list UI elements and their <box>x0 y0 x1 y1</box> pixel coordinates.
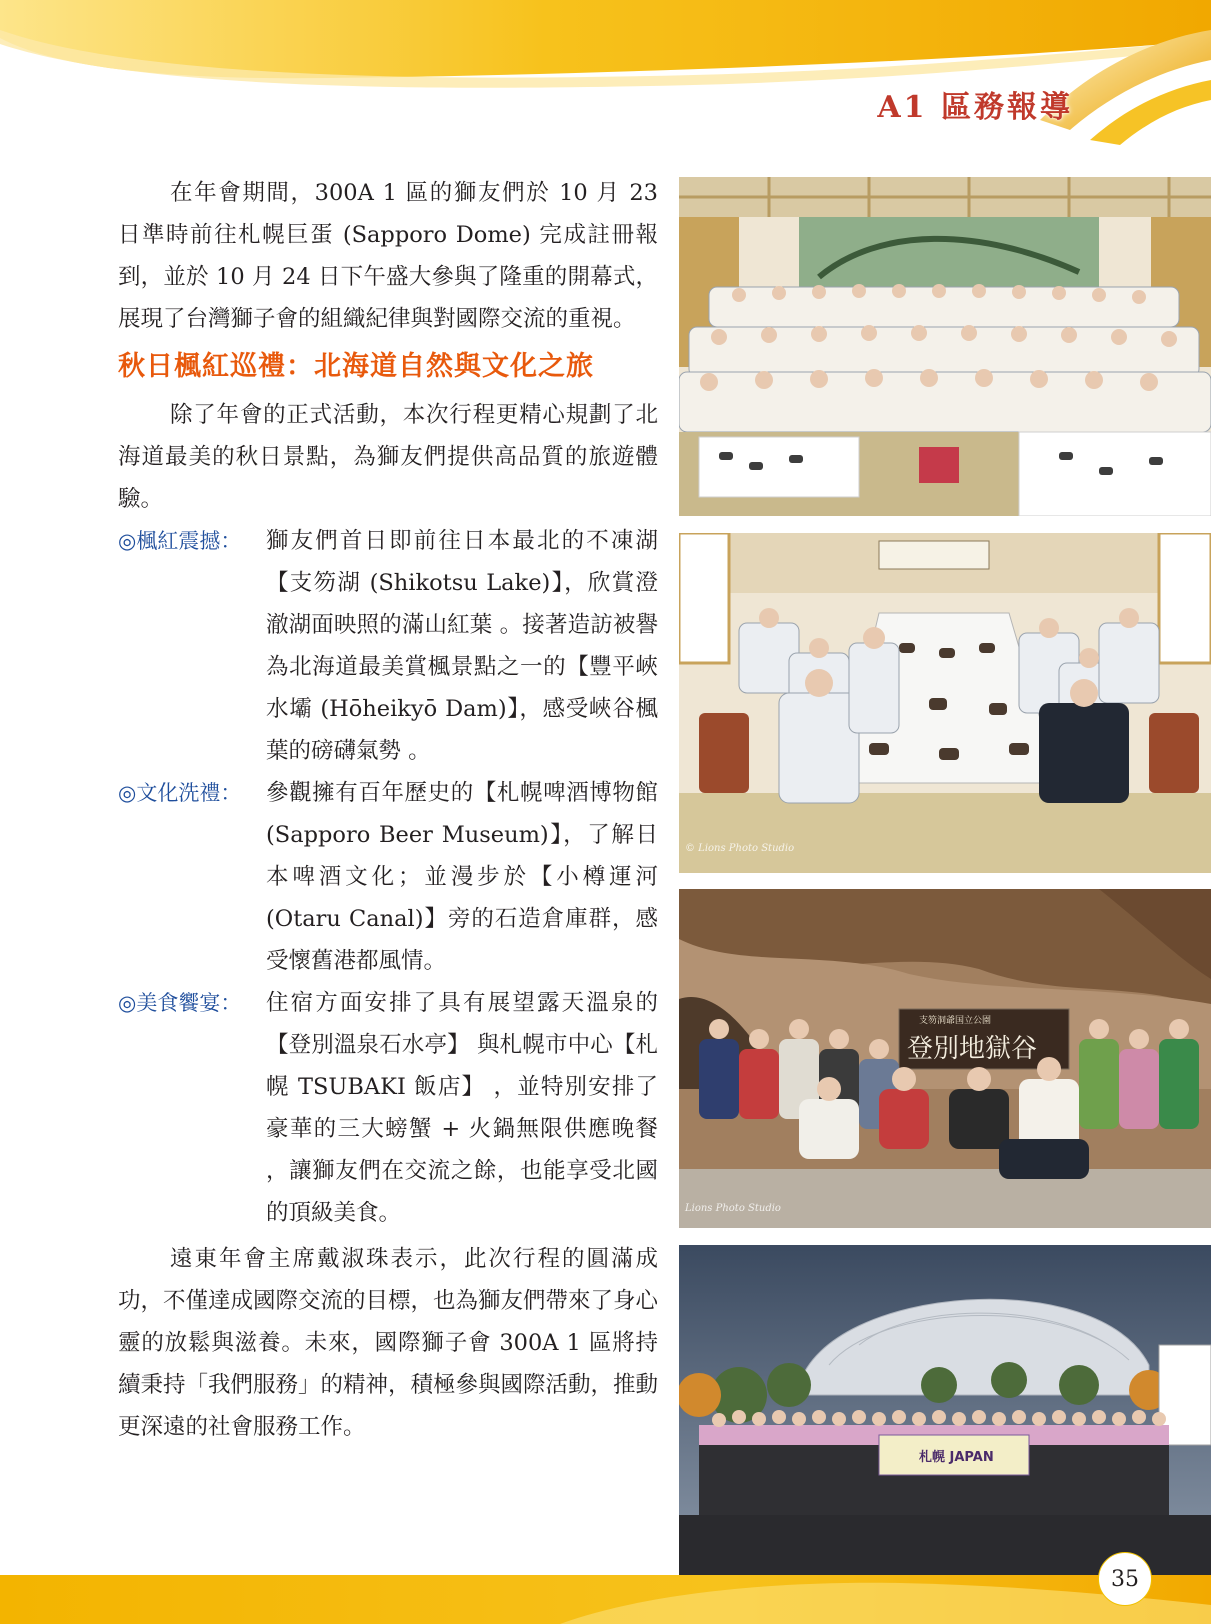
item-label: ◎楓紅震撼： <box>118 529 242 553</box>
banner-text: 札幌 JAPAN <box>919 1450 994 1465</box>
item-autumn-foliage <box>118 520 658 772</box>
item-text: 獅友們首日即前往日本最北的不凍湖【支笏湖 (Shikotsu Lake)】，欣賞澄澈湖面映照的滿山紅葉 。接著造訪被譽為北海道最美賞楓景點之一的【豐平峽水壩 (Hōheikyō Dam)】，感受峽谷楓葉的磅礴氣勢 。 <box>266 528 658 764</box>
footer-band <box>0 1575 1211 1624</box>
header-swoosh <box>0 0 1211 150</box>
item-gourmet <box>118 982 658 1234</box>
section-title: A1 區務報導 <box>877 90 1073 125</box>
sign-title: 登別地獄谷 <box>907 1034 1038 1064</box>
item-label: ◎美食饗宴： <box>118 991 242 1015</box>
item-text: 住宿方面安排了具有展望露天溫泉的【登別溫泉石水亭】 與札幌市中心【札幌 TSUBAKI 飯店】 ，並特別安排了豪華的三大螃蟹 + 火鍋無限供應晚餐 ，讓獅友們在交流之餘，也能享受北國的頂級美食。 <box>266 990 658 1226</box>
photo-credit: © Lions Photo Studio <box>685 843 795 854</box>
photo-hell-valley <box>679 889 1211 1228</box>
photo-dinner-table <box>679 533 1211 873</box>
lead-paragraph: 除了年會的正式活動，本次行程更精心規劃了北海道最美的秋日景點，為獅友們提供高品質的旅遊體驗。 <box>118 402 658 512</box>
photo-banquet-group <box>679 177 1211 516</box>
item-label: ◎文化洗禮： <box>118 781 242 805</box>
closing-paragraph: 遠東年會主席戴淑珠表示，此次行程的圓滿成功，不僅達成國際交流的目標，也為獅友們帶來了身心靈的放鬆與滋養。未來，國際獅子會 300A 1 區將持續秉持「我們服務」的精神，積極參與國際活動，推動更深遠的社會服務工作。 <box>118 1246 659 1440</box>
article-body <box>118 172 658 1448</box>
item-culture <box>118 772 658 982</box>
photo-credit: Lions Photo Studio <box>685 1203 781 1214</box>
intro-paragraph: 在年會期間，300A 1 區的獅友們於 10 月 23 日準時前往札幌巨蛋 (Sapporo Dome) 完成註冊報到，並於 10 月 24 日下午盛大參與了隆重的開幕式，展現了台灣獅子會的組織紀律與對國際交流的重視。 <box>118 180 658 332</box>
item-text: 參觀擁有百年歷史的【札幌啤酒博物館 (Sapporo Beer Museum)】，了解日本啤酒文化；並漫步於【小樽運河 (Otaru Canal)】旁的石造倉庫群，感受懷舊港都風情。 <box>266 780 658 974</box>
page-number: 35 <box>1098 1552 1152 1606</box>
photo-sapporo-dome-group <box>679 1245 1211 1575</box>
sign-subtitle: 支笏洞爺国立公園 <box>919 1016 992 1026</box>
subheading: 秋日楓紅巡禮：北海道自然與文化之旅 <box>118 351 594 382</box>
